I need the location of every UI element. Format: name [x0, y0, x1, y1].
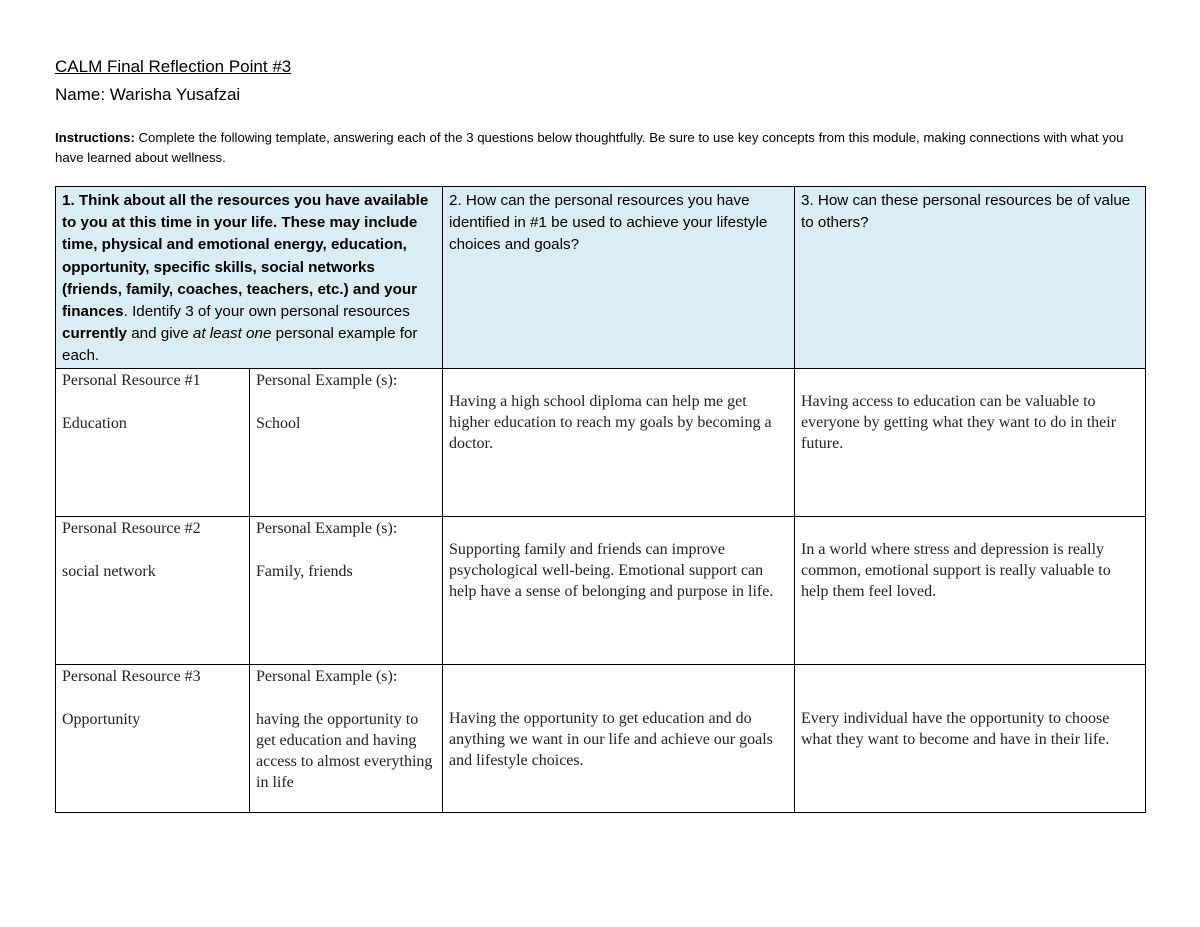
example-cell — [250, 368, 443, 516]
resource-cell — [56, 516, 250, 664]
example-value: having the opportunity to get education and having access to almost everything in life — [256, 710, 433, 791]
answer-3-text: Having access to education can be valuable to everyone by getting what they want to do in their future. — [801, 392, 1117, 452]
table-row — [56, 516, 1146, 664]
instructions-label: Instructions: — [55, 130, 135, 145]
example-value: Family, friends — [256, 562, 353, 580]
table-row — [56, 664, 1146, 812]
table-header-row — [56, 187, 1146, 369]
example-label: Personal Example (s): — [256, 371, 398, 389]
answer-2-cell — [443, 368, 795, 516]
answer-3-cell — [795, 368, 1146, 516]
question-3-text: 3. How can these personal resources be of value to others? — [801, 192, 1131, 232]
resource-label: Personal Resource #2 — [62, 519, 201, 537]
instructions-text: Complete the following template, answering each of the 3 questions below thoughtfully. Be sure to use key concepts from this module, making connections with what you have learned about wellness. — [55, 130, 1124, 165]
question-3-cell — [795, 187, 1146, 369]
example-cell — [250, 664, 443, 812]
answer-3-text: In a world where stress and depression is really common, emotional support is really valuable to help them feel loved. — [801, 540, 1111, 600]
answer-3-text: Every individual have the opportunity to choose what they want to become and have in their life. — [801, 709, 1110, 748]
resource-cell — [56, 368, 250, 516]
answer-2-cell — [443, 664, 795, 812]
question-2-cell — [443, 187, 795, 369]
resource-label: Personal Resource #1 — [62, 371, 201, 389]
instructions — [55, 128, 1145, 168]
example-cell — [250, 516, 443, 664]
answer-3-cell — [795, 664, 1146, 812]
resource-label: Personal Resource #3 — [62, 667, 201, 685]
answer-2-text: Having a high school diploma can help me get higher education to reach my goals by becoming a doctor. — [449, 392, 772, 452]
student-name: Name: Warisha Yusafzai — [55, 85, 241, 104]
question-1-text: 1. Think about all the resources you have available to you at this time in your life. These may include time, physical and emotional energy, education, opportunity, specific skills, social networks (friends, family, coaches, teachers, etc.) and your finances. Identify 3 of your own personal resources currently and give at least one personal example for each. — [62, 192, 429, 365]
example-label: Personal Example (s): — [256, 519, 398, 537]
answer-3-cell — [795, 516, 1146, 664]
resource-cell — [56, 664, 250, 812]
answer-2-text: Having the opportunity to get education and do anything we want in our life and achieve our goals and lifestyle choices. — [449, 709, 773, 769]
answer-2-text: Supporting family and friends can improve psychological well-being. Emotional support can help have a sense of belonging and purpose in life. — [449, 540, 774, 600]
document-title: CALM Final Reflection Point #3 — [55, 57, 292, 76]
resource-value: Opportunity — [62, 710, 141, 728]
resource-value: social network — [62, 562, 156, 580]
reflection-table — [55, 186, 1146, 813]
question-1-cell — [56, 187, 443, 369]
answer-2-cell — [443, 516, 795, 664]
example-value: School — [256, 414, 301, 432]
table-row — [56, 368, 1146, 516]
resource-value: Education — [62, 414, 127, 432]
question-2-text: 2. How can the personal resources you have identified in #1 be used to achieve your lifestyle choices and goals? — [449, 192, 768, 254]
example-label: Personal Example (s): — [256, 667, 398, 685]
